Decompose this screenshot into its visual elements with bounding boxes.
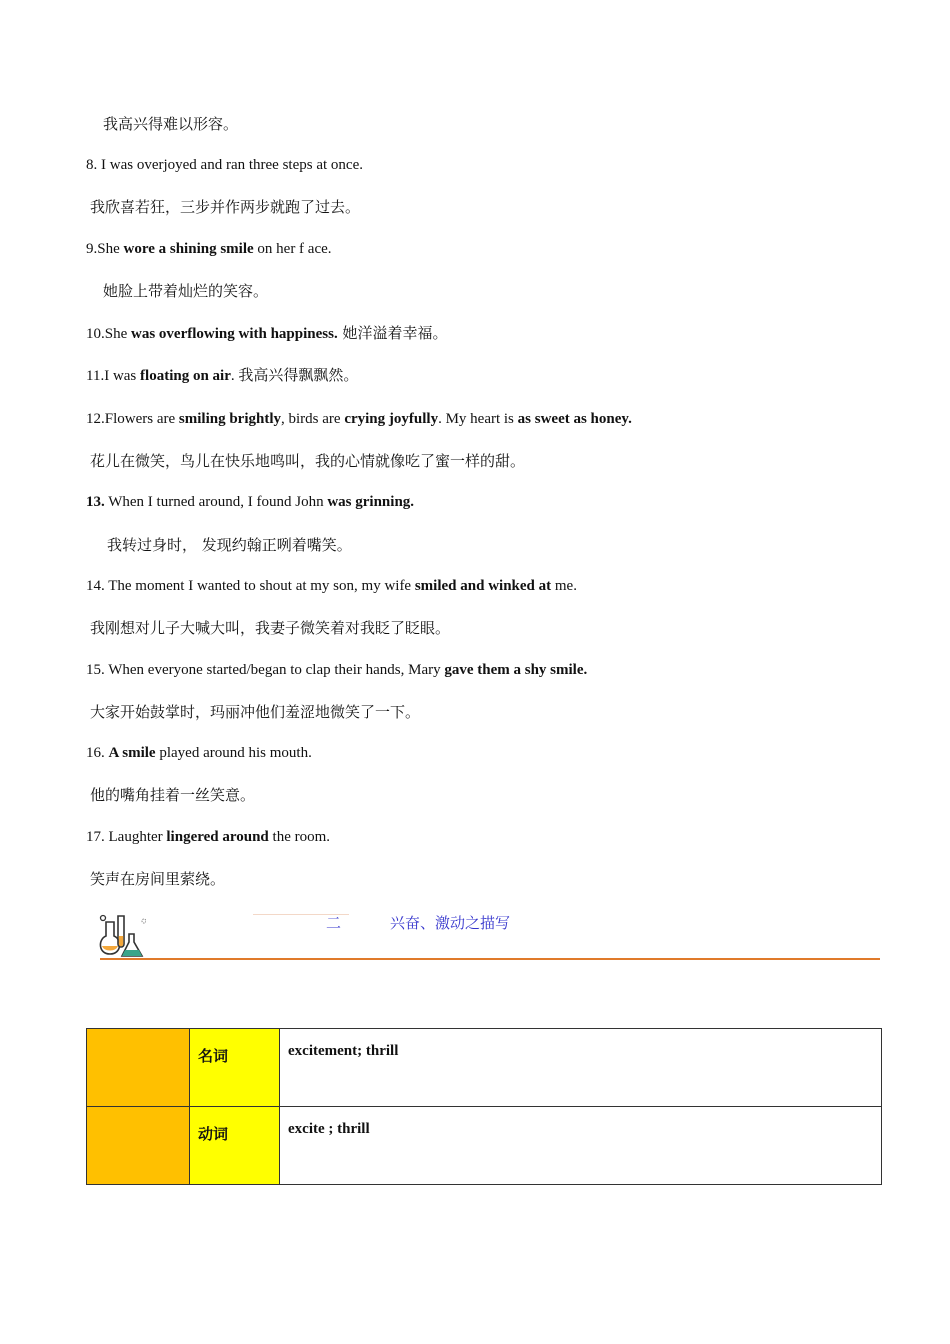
sentence-9-translation: 她脸上带着灿烂的笑容。 <box>103 282 269 300</box>
sentence-16: 16. A smile played around his mouth. <box>86 745 312 761</box>
section-divider <box>100 958 880 960</box>
sentence-17: 17. Laughter lingered around the room. <box>86 829 331 845</box>
table-row <box>87 1107 882 1185</box>
table-cell-words: excite ; thrill <box>280 1107 882 1185</box>
sentence-14: 14. The moment I wanted to shout at my son, my wife smiled and winked at me. <box>86 578 577 594</box>
table-cell-words: excitement; thrill <box>280 1029 882 1107</box>
vocabulary-table <box>86 1028 882 1185</box>
sentence-17-translation: 笑声在房间里萦绕。 <box>90 870 226 888</box>
sentence-10: 10.She was overflowing with happiness. 她洋溢着幸福。 <box>86 324 448 342</box>
sentence-7-translation: 我高兴得难以形容。 <box>103 115 239 133</box>
section-title: 兴奋、激动之描写 <box>390 914 511 932</box>
sentence-8: 8. I was overjoyed and ran three steps at once. <box>86 157 363 173</box>
section-number: 二 <box>326 914 342 932</box>
sentence-8-translation: 我欣喜若狂，三步并作两步就跑了过去。 <box>90 198 361 216</box>
sentence-12-translation: 花儿在微笑，鸟儿在快乐地鸣叫，我的心情就像吃了蜜一样的甜。 <box>90 452 526 470</box>
sentence-9: 9.She wore a shining smile on her f ace. <box>86 241 332 257</box>
table-cell-pos: 动词 <box>190 1107 280 1185</box>
table-cell-blank <box>87 1107 190 1185</box>
section-header <box>98 908 880 962</box>
lab-flask-icon <box>98 910 146 958</box>
table-cell-blank <box>87 1029 190 1107</box>
sentence-15: 15. When everyone started/began to clap their hands, Mary gave them a shy smile. <box>86 662 588 678</box>
sentence-11: 11.I was floating on air. 我高兴得飘飘然。 <box>86 368 359 384</box>
sentence-12: 12.Flowers are smiling brightly, birds are crying joyfully. My heart is as sweet as honey. <box>86 411 632 427</box>
table-cell-pos: 名词 <box>190 1029 280 1107</box>
sentence-16-translation: 他的嘴角挂着一丝笑意。 <box>90 786 256 804</box>
table-row <box>87 1029 882 1107</box>
sentence-13-translation: 我转过身时， 发现约翰正咧着嘴笑。 <box>107 536 352 554</box>
sentence-13: 13. When I turned around, I found John was grinning. <box>86 494 415 510</box>
sentence-14-translation: 我刚想对儿子大喊大叫，我妻子微笑着对我眨了眨眼。 <box>90 619 451 637</box>
sentence-15-translation: 大家开始鼓掌时，玛丽冲他们羞涩地微笑了一下。 <box>90 703 421 721</box>
